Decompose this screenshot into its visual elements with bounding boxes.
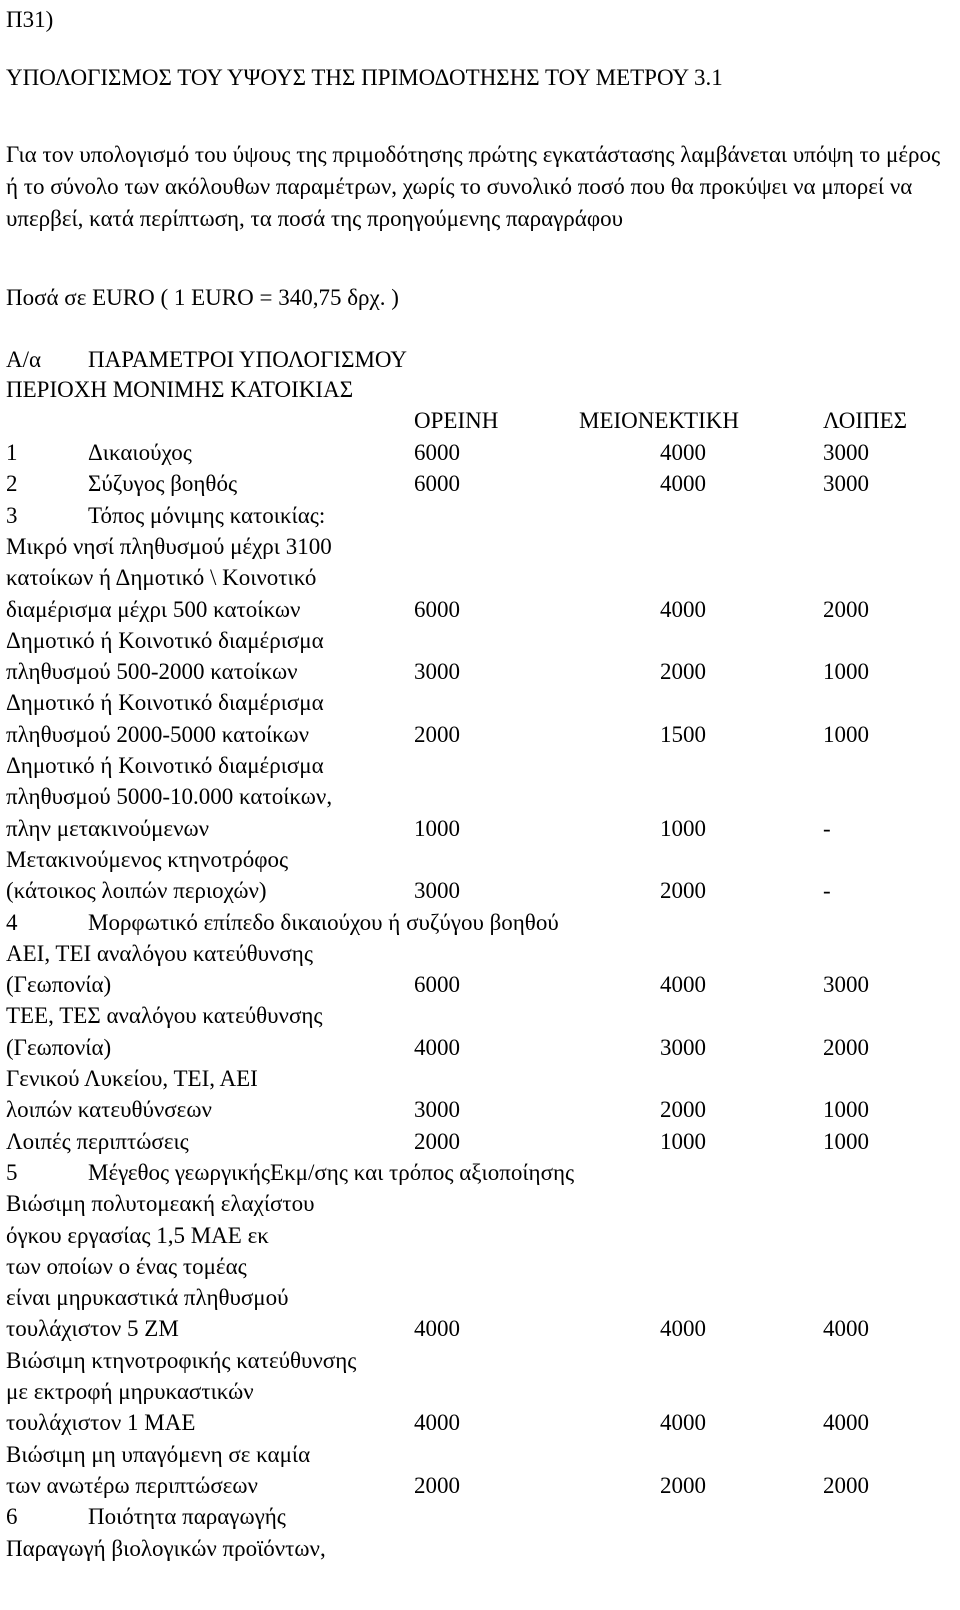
table-row xyxy=(0,1282,960,1314)
parameters-header: ΠΑΡΑΜΕΤΡΟΙ ΥΠΟΛΟΓΙΣΜΟΥ xyxy=(88,347,407,372)
table-row xyxy=(0,719,960,751)
value-mountain: 3000 xyxy=(414,659,460,685)
row-label: τουλάχιστον 1 ΜΑΕ xyxy=(6,1410,196,1436)
value-other: 1000 xyxy=(823,659,869,685)
value-other: 1000 xyxy=(823,1097,869,1123)
value-other: 3000 xyxy=(823,471,869,497)
row-label: Βιώσιμη πολυτομεακή ελαχίστου xyxy=(6,1191,315,1217)
table-row xyxy=(0,531,960,563)
value-disadvantaged: 2000 xyxy=(660,1472,706,1498)
value-disadvantaged: 4000 xyxy=(660,471,706,497)
table-row xyxy=(0,1439,960,1471)
table-row xyxy=(0,468,960,500)
value-disadvantaged: 2000 xyxy=(660,1097,706,1123)
currency-note: Ποσά σε EURO ( 1 EURO = 340,75 δρχ. ) xyxy=(6,285,399,310)
row-label: ΤΕΕ, ΤΕΣ αναλόγου κατεύθυνσης xyxy=(6,1003,323,1029)
value-disadvantaged: 4000 xyxy=(660,972,706,998)
value-mountain: 2000 xyxy=(414,1472,460,1498)
row-label: με εκτροφή μηρυκαστικών xyxy=(6,1379,254,1404)
value-other: - xyxy=(823,815,831,841)
row-parameter: Ποιότητα παραγωγής xyxy=(88,1504,286,1530)
table-row xyxy=(0,1032,960,1064)
row-label: Βιώσιμη μη υπαγόμενη σε καμία xyxy=(6,1441,311,1467)
row-label: είναι μηρυκαστικά πληθυσμού xyxy=(6,1285,289,1311)
table-row xyxy=(0,938,960,970)
table-row xyxy=(0,1345,960,1377)
row-label: (Γεωπονία) xyxy=(6,1034,112,1060)
table-row xyxy=(0,969,960,1001)
row-label: πληθυσμού 500-2000 κατοίκων xyxy=(6,659,298,685)
row-label: Βιώσιμη κτηνοτροφικής κατεύθυνσης xyxy=(6,1347,357,1373)
value-mountain: 6000 xyxy=(414,471,460,497)
row-number: 3 xyxy=(6,502,18,528)
table-row xyxy=(0,562,960,594)
table-row xyxy=(0,1470,960,1502)
table-row xyxy=(0,1313,960,1345)
value-other: 1000 xyxy=(823,1128,869,1154)
table-row xyxy=(0,781,960,813)
table-row xyxy=(0,1407,960,1439)
row-label: (κάτοικος λοιπών περιοχών) xyxy=(6,878,267,904)
value-other: 4000 xyxy=(823,1316,869,1342)
value-disadvantaged: 1500 xyxy=(660,721,706,747)
value-mountain: 4000 xyxy=(414,1410,460,1436)
table-row xyxy=(0,437,960,469)
value-other: 2000 xyxy=(823,1034,869,1060)
table-row xyxy=(0,1220,960,1252)
value-disadvantaged: 4000 xyxy=(660,596,706,622)
column-aa-header: Α/α xyxy=(6,347,42,372)
value-mountain: 2000 xyxy=(414,1128,460,1154)
table-row xyxy=(0,625,960,657)
value-disadvantaged: 2000 xyxy=(660,878,706,904)
row-number: 4 xyxy=(6,909,18,935)
row-label: λοιπών κατευθύνσεων xyxy=(6,1097,212,1123)
intro-paragraph: Για τον υπολογισμό του ύψους της πριμοδότησης πρώτης εγκατάστασης λαμβάνεται υπόψη το μέρος ή το σύνολο των ακόλουθων παραμέτρων, χωρίς το συνολικό ποσό που θα προκύψει να μπορεί να υπερβεί, κατά περίπτωση, τα ποσά της προηγούμενης παραγράφου xyxy=(6,142,941,231)
heading-code: Π31) xyxy=(6,7,54,32)
table-row xyxy=(0,1157,960,1189)
value-mountain: 2000 xyxy=(414,721,460,747)
table-row xyxy=(0,1501,960,1533)
region-header: ΠΕΡΙΟΧΗ ΜΟΝΙΜΗΣ ΚΑΤΟΙΚΙΑΣ xyxy=(6,377,354,402)
row-label: Δημοτικό ή Κοινοτικό διαμέρισμα xyxy=(6,690,324,716)
row-label: Γενικού Λυκείου, ΤΕΙ, ΑΕΙ xyxy=(6,1066,258,1091)
value-mountain: 6000 xyxy=(414,596,460,622)
row-label: ΑΕΙ, ΤΕΙ αναλόγου κατεύθυνσης xyxy=(6,940,313,966)
value-disadvantaged: 2000 xyxy=(660,659,706,685)
value-other: 2000 xyxy=(823,1472,869,1498)
row-number: 5 xyxy=(6,1159,18,1185)
table-row xyxy=(0,1533,960,1565)
document-title: ΥΠΟΛΟΓΙΣΜΟΣ ΤΟΥ ΥΨΟΥΣ ΤΗΣ ΠΡΙΜΟΔΟΤΗΣΗΣ ΤΟΥ ΜΕΤΡΟΥ 3.1 xyxy=(6,65,723,90)
table-row xyxy=(0,750,960,782)
row-parameter: Μέγεθος γεωργικήςΕκμ/σης και τρόπος αξιοποίησης xyxy=(88,1159,575,1185)
table-row xyxy=(0,687,960,719)
column-header-mountain: ΟΡΕΙΝΗ xyxy=(414,408,499,433)
row-number: 6 xyxy=(6,1504,18,1530)
row-label: Δημοτικό ή Κοινοτικό διαμέρισμα xyxy=(6,753,324,778)
row-label: όγκου εργασίας 1,5 ΜΑΕ εκ xyxy=(6,1222,269,1248)
row-parameter: Μορφωτικό επίπεδο δικαιούχου ή συζύγου βοηθού xyxy=(88,909,559,935)
row-parameter: Δικαιούχος xyxy=(88,440,192,465)
table-row xyxy=(0,1094,960,1126)
value-mountain: 3000 xyxy=(414,1097,460,1123)
value-other: 4000 xyxy=(823,1410,869,1436)
value-disadvantaged: 3000 xyxy=(660,1034,706,1060)
row-label: Μικρό νησί πληθυσμού μέχρι 3100 xyxy=(6,533,332,559)
table-row xyxy=(0,1063,960,1095)
table-row xyxy=(0,594,960,626)
table-row xyxy=(0,1376,960,1408)
row-label: Παραγωγή βιολογικών προϊόντων, xyxy=(6,1535,326,1561)
value-other: 3000 xyxy=(823,972,869,998)
value-mountain: 3000 xyxy=(414,878,460,904)
row-label: διαμέρισμα μέχρι 500 κατοίκων xyxy=(6,596,301,622)
table-row xyxy=(0,907,960,939)
table-row xyxy=(0,1000,960,1032)
value-mountain: 4000 xyxy=(414,1316,460,1342)
value-other: 3000 xyxy=(823,440,869,465)
value-other: 2000 xyxy=(823,596,869,622)
value-mountain: 6000 xyxy=(414,440,460,465)
table-row xyxy=(0,844,960,876)
value-disadvantaged: 4000 xyxy=(660,1316,706,1342)
value-disadvantaged: 1000 xyxy=(660,815,706,841)
row-label: Μετακινούμενος κτηνοτρόφος xyxy=(6,846,289,872)
table-row xyxy=(0,656,960,688)
row-label: (Γεωπονία) xyxy=(6,972,112,998)
value-mountain: 6000 xyxy=(414,972,460,998)
row-label: των οποίων ο ένας τομέας xyxy=(6,1253,247,1279)
table-row xyxy=(0,1188,960,1220)
value-disadvantaged: 1000 xyxy=(660,1128,706,1154)
value-disadvantaged: 4000 xyxy=(660,440,706,465)
row-label: των ανωτέρω περιπτώσεων xyxy=(6,1472,258,1498)
column-header-other: ΛΟΙΠΕΣ xyxy=(823,408,908,433)
table-row xyxy=(0,1251,960,1283)
table-row xyxy=(0,1126,960,1158)
value-other: 1000 xyxy=(823,721,869,747)
table-row xyxy=(0,500,960,532)
value-mountain: 4000 xyxy=(414,1034,460,1060)
row-label: Δημοτικό ή Κοινοτικό διαμέρισμα xyxy=(6,627,324,653)
row-label: πλην μετακινούμενων xyxy=(6,815,210,841)
table-row xyxy=(0,813,960,845)
row-label: κατοίκων ή Δημοτικό \ Κοινοτικό xyxy=(6,565,317,591)
table-row xyxy=(0,875,960,907)
row-label: τουλάχιστον 5 ΖΜ xyxy=(6,1316,179,1342)
column-header-disadvantaged: ΜΕΙΟΝΕΚΤΙΚΗ xyxy=(579,408,739,433)
row-number: 1 xyxy=(6,440,18,465)
row-label: πληθυσμού 2000-5000 κατοίκων xyxy=(6,721,310,747)
value-disadvantaged: 4000 xyxy=(660,1410,706,1436)
row-parameter: Σύζυγος βοηθός xyxy=(88,471,238,497)
value-mountain: 1000 xyxy=(414,815,460,841)
row-label: Λοιπές περιπτώσεις xyxy=(6,1128,189,1154)
row-number: 2 xyxy=(6,471,18,497)
row-parameter: Τόπος μόνιμης κατοικίας: xyxy=(88,502,326,528)
value-other: - xyxy=(823,878,831,904)
row-label: πληθυσμού 5000-10.000 κατοίκων, xyxy=(6,784,333,810)
